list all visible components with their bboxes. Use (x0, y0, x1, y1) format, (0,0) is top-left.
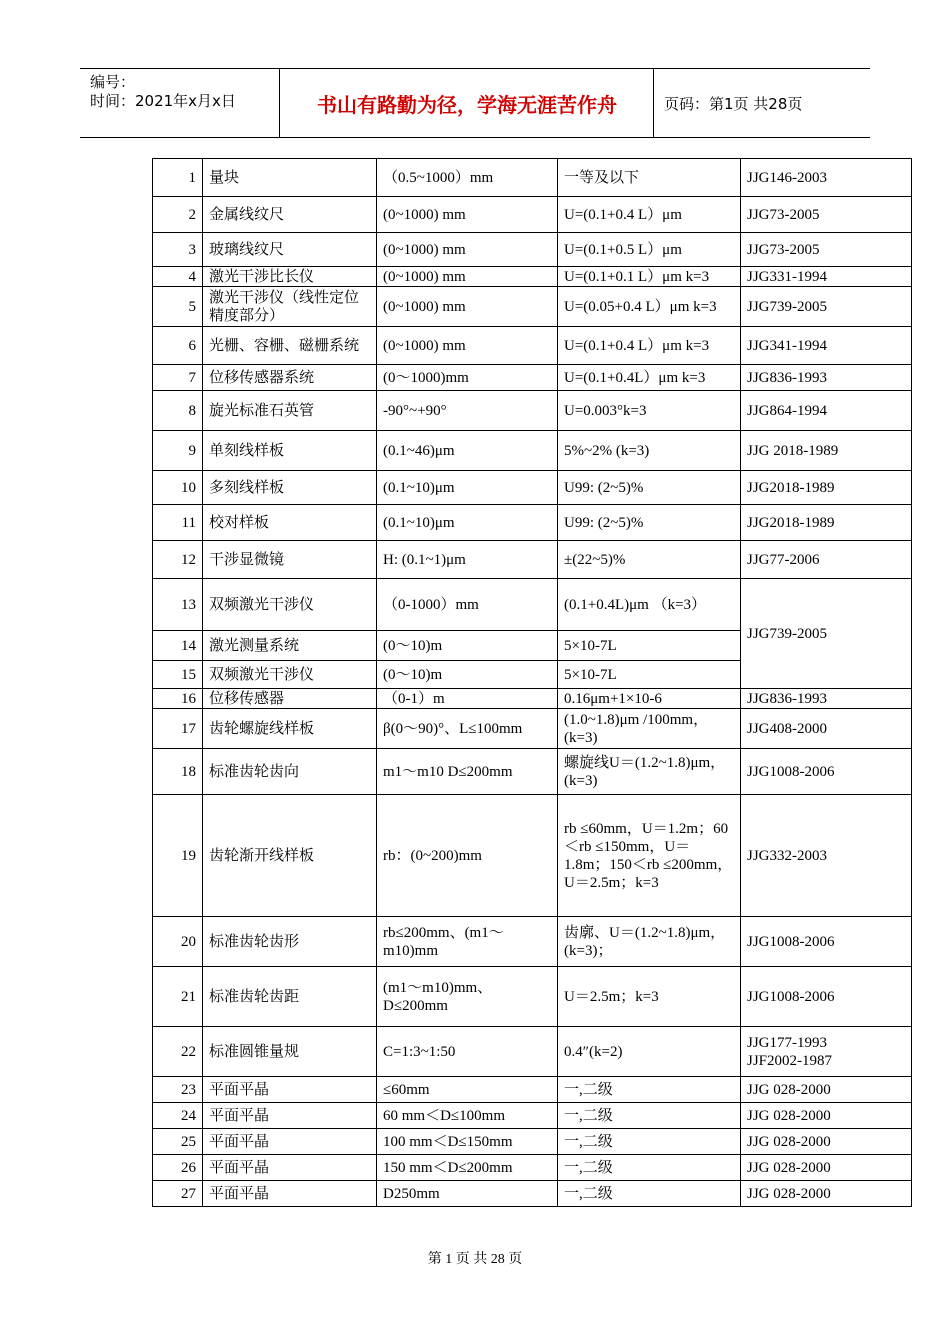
row-code: JJG1008-2006 (741, 967, 912, 1027)
row-number: 8 (153, 391, 203, 431)
row-accuracy: 0.4″(k=2) (558, 1027, 741, 1077)
row-range: (0～1000)mm (377, 365, 558, 391)
row-name: 双频激光干涉仪 (203, 579, 377, 631)
table-row (153, 391, 912, 431)
row-number: 25 (153, 1129, 203, 1155)
row-accuracy: 齿廓、U＝(1.2~1.8)μm，(k=3)； (558, 917, 741, 967)
row-name: 标准齿轮齿距 (203, 967, 377, 1027)
row-code: JJG408-2000 (741, 709, 912, 749)
page-footer: 第 1 页 共 28 页 (427, 1252, 523, 1267)
row-range: （0-1）m (377, 689, 558, 709)
row-code: JJG 028-2000 (741, 1103, 912, 1129)
row-number: 3 (153, 233, 203, 267)
row-accuracy: U=(0.1+0.4L）μm k=3 (558, 365, 741, 391)
row-name: 位移传感器 (203, 689, 377, 709)
row-number: 13 (153, 579, 203, 631)
row-number: 6 (153, 327, 203, 365)
row-name: 平面平晶 (203, 1103, 377, 1129)
table-row (153, 1027, 912, 1077)
row-range: ≤60mm (377, 1077, 558, 1103)
table-row (153, 579, 912, 631)
table-row (153, 287, 912, 327)
row-name: 多刻线样板 (203, 471, 377, 505)
row-code: JJG341-1994 (741, 327, 912, 365)
row-range: H: (0.1~1)μm (377, 541, 558, 579)
row-accuracy: 一等及以下 (558, 159, 741, 197)
row-code: JJG2018-1989 (741, 505, 912, 541)
row-name: 标准齿轮齿向 (203, 749, 377, 795)
row-number: 12 (153, 541, 203, 579)
row-accuracy: 螺旋线U＝(1.2~1.8)μm，(k=3) (558, 749, 741, 795)
row-number: 4 (153, 267, 203, 287)
row-name: 干涉显微镜 (203, 541, 377, 579)
row-number: 23 (153, 1077, 203, 1103)
table-row (153, 689, 912, 709)
row-number: 16 (153, 689, 203, 709)
row-accuracy: 5×10-7L (558, 631, 741, 661)
table-row (153, 267, 912, 287)
table-row (153, 197, 912, 233)
row-name: 玻璃线纹尺 (203, 233, 377, 267)
row-number: 7 (153, 365, 203, 391)
row-accuracy: 5%~2% (k=3) (558, 431, 741, 471)
row-name: 光栅、容栅、磁栅系统 (203, 327, 377, 365)
row-name: 激光干涉比长仪 (203, 267, 377, 287)
row-name: 标准圆锥量规 (203, 1027, 377, 1077)
row-range: (0~1000) mm (377, 327, 558, 365)
row-range: (0~1000) mm (377, 197, 558, 233)
row-number: 18 (153, 749, 203, 795)
row-range: (0～10)m (377, 661, 558, 689)
row-accuracy: 一,二级 (558, 1155, 741, 1181)
row-code: JJG331-1994 (741, 267, 912, 287)
row-range: (0~1000) mm (377, 267, 558, 287)
row-code: JJG 028-2000 (741, 1181, 912, 1207)
table-row (153, 365, 912, 391)
row-accuracy: 5×10-7L (558, 661, 741, 689)
row-name: 激光干涉仪（线性定位精度部分） (203, 287, 377, 327)
row-range: (0.1~10)μm (377, 505, 558, 541)
table-row (153, 1077, 912, 1103)
row-range: (m1～m10)mm、D≤200mm (377, 967, 558, 1027)
table-row (153, 159, 912, 197)
row-name: 旋光标准石英管 (203, 391, 377, 431)
row-accuracy: U99: (2~5)% (558, 505, 741, 541)
row-accuracy: U=(0.1+0.1 L）μm k=3 (558, 267, 741, 287)
row-code: JJG146-2003 (741, 159, 912, 197)
row-accuracy: ±(22~5)% (558, 541, 741, 579)
row-accuracy: 0.16μm+1×10-6 (558, 689, 741, 709)
row-number: 19 (153, 795, 203, 917)
table-row (153, 1181, 912, 1207)
row-accuracy: (1.0~1.8)μm /100mm，(k=3) (558, 709, 741, 749)
row-range: （0.5~1000）mm (377, 159, 558, 197)
table-row (153, 709, 912, 749)
row-number: 5 (153, 287, 203, 327)
row-code: JJG1008-2006 (741, 917, 912, 967)
row-range: D250mm (377, 1181, 558, 1207)
row-number: 10 (153, 471, 203, 505)
row-number: 17 (153, 709, 203, 749)
row-code: JJG2018-1989 (741, 471, 912, 505)
row-code: JJG 028-2000 (741, 1155, 912, 1181)
row-number: 21 (153, 967, 203, 1027)
row-number: 26 (153, 1155, 203, 1181)
row-accuracy: U=(0.1+0.4 L）μm (558, 197, 741, 233)
table-row (153, 1155, 912, 1181)
row-accuracy: U99: (2~5)% (558, 471, 741, 505)
row-name: 激光测量系统 (203, 631, 377, 661)
table-row (153, 471, 912, 505)
row-accuracy: U＝2.5m；k=3 (558, 967, 741, 1027)
row-range: 60 mm＜D≤100mm (377, 1103, 558, 1129)
row-code: JJG73-2005 (741, 233, 912, 267)
row-number: 15 (153, 661, 203, 689)
row-code: JJG 028-2000 (741, 1077, 912, 1103)
row-name: 平面平晶 (203, 1181, 377, 1207)
table-row (153, 505, 912, 541)
row-code: JJG739-2005 (741, 579, 912, 689)
row-number: 11 (153, 505, 203, 541)
row-code: JJG332-2003 (741, 795, 912, 917)
row-number: 14 (153, 631, 203, 661)
row-range: β(0～90)°、L≤100mm (377, 709, 558, 749)
row-accuracy: U=(0.05+0.4 L）μm k=3 (558, 287, 741, 327)
row-name: 量块 (203, 159, 377, 197)
row-accuracy: rb ≤60mm，U＝1.2m；60＜rb ≤150mm，U＝1.8m；150＜rb ≤200mm，U＝2.5m；k=3 (558, 795, 741, 917)
row-code: JJG739-2005 (741, 287, 912, 327)
row-range: 150 mm＜D≤200mm (377, 1155, 558, 1181)
row-accuracy: 一,二级 (558, 1181, 741, 1207)
row-code: JJG73-2005 (741, 197, 912, 233)
row-code-primary: JJG177-1993 (747, 1034, 828, 1051)
header-motto: 书山有路勤为径，学海无涯苦作舟 (281, 69, 654, 137)
row-range: C=1:3~1:50 (377, 1027, 558, 1077)
row-number: 20 (153, 917, 203, 967)
table-row (153, 327, 912, 365)
standards-table (152, 158, 912, 1207)
row-accuracy: 一,二级 (558, 1077, 741, 1103)
row-number: 22 (153, 1027, 203, 1077)
row-number: 2 (153, 197, 203, 233)
row-name: 校对样板 (203, 505, 377, 541)
row-code-secondary: JJF2002-1987 (747, 1052, 833, 1069)
row-range: (0～10)m (377, 631, 558, 661)
row-range: (0~1000) mm (377, 233, 558, 267)
row-accuracy: U=0.003°k=3 (558, 391, 741, 431)
row-number: 1 (153, 159, 203, 197)
row-name: 齿轮螺旋线样板 (203, 709, 377, 749)
page-header (80, 68, 870, 138)
row-code: JJG 2018-1989 (741, 431, 912, 471)
table-row (153, 1129, 912, 1155)
row-name: 平面平晶 (203, 1077, 377, 1103)
table-row (153, 233, 912, 267)
row-name: 平面平晶 (203, 1129, 377, 1155)
row-name: 双频激光干涉仪 (203, 661, 377, 689)
row-number: 9 (153, 431, 203, 471)
row-range: -90°~+90° (377, 391, 558, 431)
row-name: 单刻线样板 (203, 431, 377, 471)
row-number: 27 (153, 1181, 203, 1207)
row-accuracy: (0.1+0.4L)μm （k=3） (558, 579, 741, 631)
table-row (153, 541, 912, 579)
row-range: (0.1~46)μm (377, 431, 558, 471)
table-row (153, 967, 912, 1027)
row-accuracy: 一,二级 (558, 1129, 741, 1155)
row-code: JJG836-1993 (741, 365, 912, 391)
row-accuracy: U=(0.1+0.4 L）μm k=3 (558, 327, 741, 365)
header-page-info: 页码：第1页 共28页 (664, 94, 803, 113)
row-accuracy: U=(0.1+0.5 L）μm (558, 233, 741, 267)
row-accuracy: 一,二级 (558, 1103, 741, 1129)
header-meta (80, 69, 280, 137)
row-code: JJG77-2006 (741, 541, 912, 579)
row-name: 标准齿轮齿形 (203, 917, 377, 967)
row-range: （0-1000）mm (377, 579, 558, 631)
row-range: rb≤200mm、(m1～m10)mm (377, 917, 558, 967)
row-name: 平面平晶 (203, 1155, 377, 1181)
header-number-label: 编号： (90, 73, 136, 91)
row-name: 齿轮渐开线样板 (203, 795, 377, 917)
row-code (741, 1027, 912, 1077)
row-code: JJG1008-2006 (741, 749, 912, 795)
table-row (153, 431, 912, 471)
row-code: JJG836-1993 (741, 689, 912, 709)
row-name: 金属线纹尺 (203, 197, 377, 233)
header-time-label: 时间：2021年x月x日 (90, 92, 236, 110)
row-code: JJG864-1994 (741, 391, 912, 431)
row-name: 位移传感器系统 (203, 365, 377, 391)
row-code: JJG 028-2000 (741, 1129, 912, 1155)
row-range: (0.1~10)μm (377, 471, 558, 505)
table-row (153, 1103, 912, 1129)
table-row (153, 749, 912, 795)
table-row (153, 917, 912, 967)
row-range: m1～m10 D≤200mm (377, 749, 558, 795)
table-row (153, 795, 912, 917)
row-range: rb：(0~200)mm (377, 795, 558, 917)
row-range: (0~1000) mm (377, 287, 558, 327)
row-range: 100 mm＜D≤150mm (377, 1129, 558, 1155)
row-number: 24 (153, 1103, 203, 1129)
